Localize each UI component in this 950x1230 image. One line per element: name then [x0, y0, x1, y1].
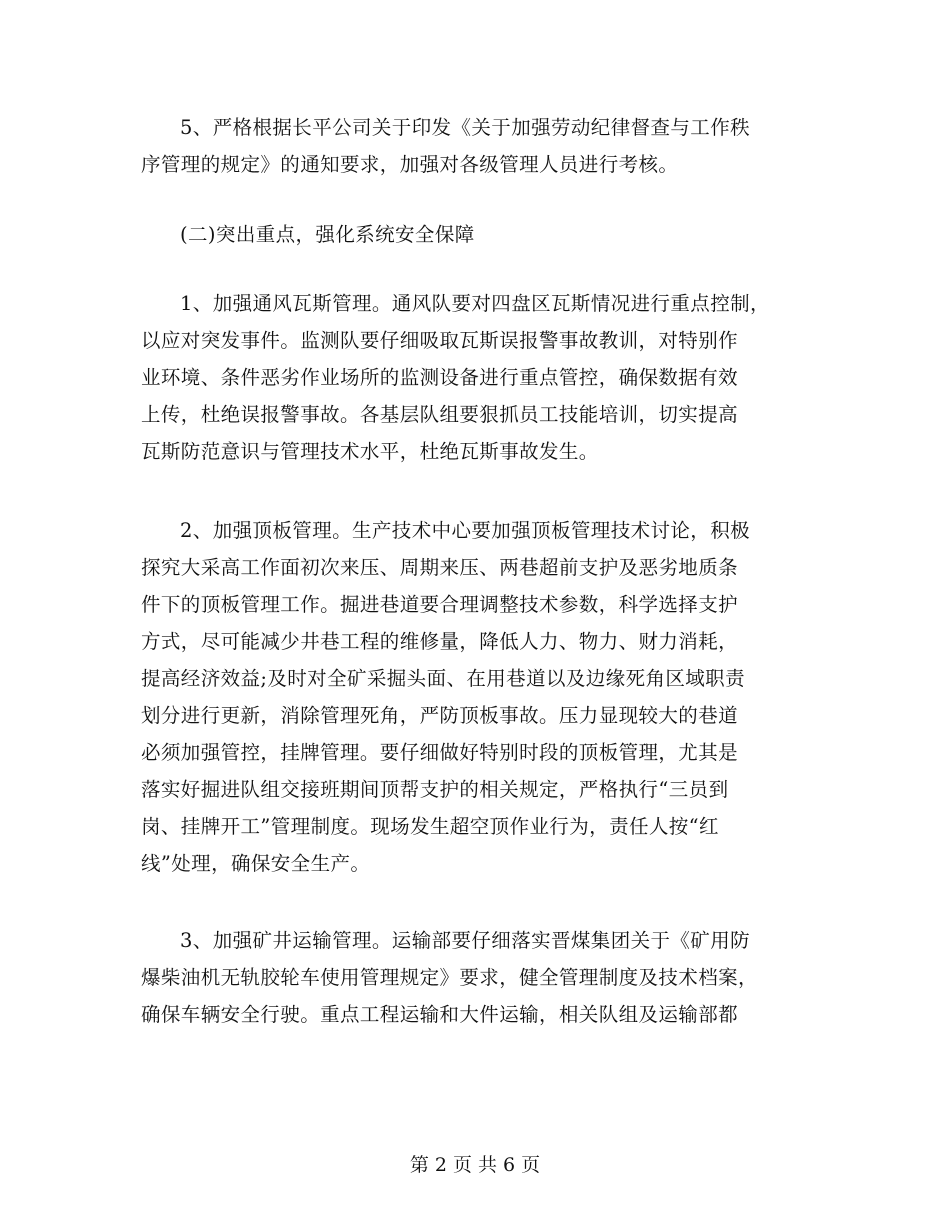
paragraph-line: 1、加强通风瓦斯管理。通风队要对四盘区瓦斯情况进行重点控制， [180, 292, 770, 315]
paragraph-line: 确保车辆安全行驶。重点工程运输和大件运输，相关队组及运输部都 [141, 1003, 739, 1026]
paragraph-line: 序管理的规定》的通知要求，加强对各级管理人员进行考核。 [141, 153, 679, 176]
section-heading [141, 216, 811, 253]
paragraph-item-1 [141, 285, 811, 470]
section-heading-text: (二)突出重点，强化系统安全保障 [180, 223, 475, 246]
paragraph-item-3 [141, 922, 811, 1033]
paragraph-line: 以应对突发事件。监测队要仔细吸取瓦斯误报警事故教训，对特别作 [141, 329, 739, 352]
paragraph-item-2 [141, 512, 811, 882]
paragraph-item-5 [141, 109, 811, 183]
paragraph-line: 业环境、条件恶劣作业场所的监测设备进行重点管控，确保数据有效 [141, 366, 739, 389]
paragraph-line: 上传，杜绝误报警事故。各基层队组要狠抓员工技能培训，切实提高 [141, 403, 739, 426]
paragraph-line: 方式，尽可能减少井巷工程的维修量，降低人力、物力、财力消耗， [141, 630, 739, 653]
paragraph-line: 5、严格根据长平公司关于印发《关于加强劳动纪律督查与工作秩 [180, 116, 751, 139]
paragraph-line: 岗、挂牌开工”管理制度。现场发生超空顶作业行为，责任人按“红 [141, 815, 719, 838]
paragraph-line: 爆柴油机无轨胶轮车使用管理规定》要求，健全管理制度及技术档案， [141, 966, 758, 989]
paragraph-line: 划分进行更新，消除管理死角，严防顶板事故。压力显现较大的巷道 [141, 704, 739, 727]
paragraph-line: 提高经济效益;及时对全矿采掘头面、在用巷道以及边缘死角区域职责 [141, 667, 745, 690]
page-footer [0, 1150, 950, 1180]
paragraph-line: 线”处理，确保安全生产。 [141, 852, 371, 875]
paragraph-line: 落实好掘进队组交接班期间顶帮支护的相关规定，严格执行“三员到 [141, 778, 729, 801]
paragraph-line: 2、加强顶板管理。生产技术中心要加强顶板管理技术讨论，积极 [180, 519, 751, 542]
paragraph-line: 件下的顶板管理工作。掘进巷道要合理调整技术参数，科学选择支护 [141, 593, 739, 616]
paragraph-line: 3、加强矿井运输管理。运输部要仔细落实晋煤集团关于《矿用防 [180, 929, 751, 952]
paragraph-line: 必须加强管控，挂牌管理。要仔细做好特别时段的顶板管理，尤其是 [141, 741, 739, 764]
paragraph-line: 瓦斯防范意识与管理技术水平，杜绝瓦斯事故发生。 [141, 440, 599, 463]
page-number: 第 2 页 共 6 页 [409, 1154, 541, 1176]
paragraph-line: 探究大采高工作面初次来压、周期来压、两巷超前支护及恶劣地质条 [141, 556, 739, 579]
